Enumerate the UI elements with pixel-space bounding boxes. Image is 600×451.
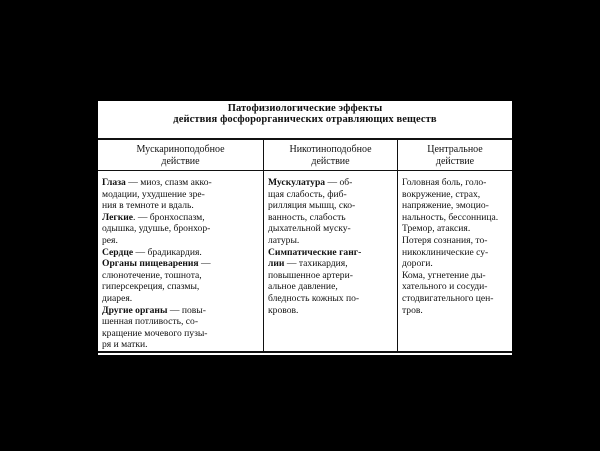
effect-text: рея. [102,234,118,246]
effect-text: стодвигательного цен- [402,292,494,304]
effect-heading: Другие органы [102,304,168,316]
cell-text-line [402,281,509,293]
table-title-line-1: Патофизиологические эффекты [227,103,383,114]
cell-text-line [268,212,394,224]
effect-text: Потеря сознания, то- [402,234,488,246]
cell-text-line [402,247,509,259]
effect-text: . — бронхоспазм, [133,211,205,223]
cell-text-line [102,177,260,189]
cell-text-line [102,281,260,293]
cell-text-line [102,258,260,270]
effect-text: Тремор, атаксия. [402,223,471,235]
effect-text: шенная потливость, со- [102,316,199,328]
effect-text: рилляция мышц, ско- [268,200,356,212]
cell-text-line [268,189,394,201]
effect-text: нальность, бессонница. [402,211,499,223]
effect-text: — об- [325,177,353,188]
effect-text: диарея. [102,292,133,304]
cell-text-line [102,223,260,235]
column-header-line: действие [311,155,350,167]
effect-text: бледность кожных по- [268,292,360,304]
cell-text-line [402,270,509,282]
cell-text-line [268,258,394,270]
effect-text: модации, ухудшение зре- [102,188,205,200]
effect-text: кращение мочевого пузы- [102,327,208,339]
cell-text-line [102,270,260,282]
effect-text: Кома, угнетение ды- [402,269,486,281]
cell-text-line [402,177,509,189]
effect-heading: Мускулатура [268,177,326,188]
effect-text: Головная боль, голо- [402,177,487,188]
cell-text-line [268,200,394,212]
cell-text-line [102,339,260,351]
column-body-muscarinic [102,177,260,351]
effect-heading: лии [268,258,285,270]
cell-text-line [102,328,260,340]
column-nicotinic [264,140,398,351]
document-page [98,101,512,355]
effect-text: тров. [402,304,423,316]
cell-text-line [268,305,394,317]
effect-text: ванность, слабость [268,211,346,223]
effect-text: — повы- [167,304,206,316]
cell-text-line [268,223,394,235]
column-body-nicotinic [268,177,394,316]
effect-text: щая слабость, фиб- [268,188,347,200]
effect-text: гиперсекреция, спазмы, [102,281,200,293]
column-header-nicotinic [264,140,397,171]
table-title-line-2: действия фосфорорганических отравляющих веществ [173,114,437,125]
effect-text: напряжение, эмоцио- [402,200,489,212]
effect-heading: Легкие [102,211,134,223]
column-central [398,140,512,351]
effect-text: никоклинические су- [402,246,489,258]
effects-table [98,138,512,353]
column-header-line: действие [435,155,475,167]
effect-heading: Глаза [102,177,126,188]
cell-text-line [102,212,260,224]
effect-text: ря и матки. [102,339,148,351]
column-header-line: Мускариноподобное [136,144,225,155]
cell-text-line [102,316,260,328]
cell-text-line [268,281,394,293]
effect-text: слюнотечение, тошнота, [102,269,202,281]
cell-text-line [268,235,394,247]
column-muscarinic [98,140,264,351]
column-header-central [398,140,512,171]
effect-text: одышка, удушье, бронхор- [102,223,211,235]
cell-text-line [268,270,394,282]
cell-text-line [402,189,509,201]
effect-text: дороги. [402,258,433,270]
cell-text-line [402,212,509,224]
cell-text-line [402,200,509,212]
cell-text-line [268,177,394,189]
effect-heading: Симпатические ганг- [268,246,362,258]
cell-text-line [402,293,509,305]
column-body-central [402,177,509,316]
column-header-line: Центральное [427,144,483,155]
cell-text-line [102,189,260,201]
effect-text: кровов. [268,304,299,316]
cell-text-line [268,247,394,259]
cell-text-line [102,235,260,247]
cell-text-line [402,305,509,317]
cell-text-line [402,235,509,247]
effect-text: — брадикардия. [133,246,202,258]
cell-text-line [268,293,394,305]
column-header-line: Никотиноподобное [289,144,372,155]
effect-text: латуры. [268,234,300,246]
cell-text-line [402,223,509,235]
effect-text: ния в темноте и вдаль. [102,200,194,212]
effect-text: альное давление, [268,281,338,293]
cell-text-line [102,200,260,212]
effect-text: — миоз, спазм акко- [125,177,212,188]
effect-text: хательного и сосуди- [402,281,488,293]
cell-text-line [102,305,260,317]
table-title [98,103,512,125]
effect-text: дыхательной муску- [268,223,351,235]
effect-text: вокружение, страх, [402,188,481,200]
cell-text-line [402,258,509,270]
cell-text-line [102,247,260,259]
column-header-line: действие [161,155,200,167]
effect-text: — тахикардия, [284,258,348,270]
effect-heading: Сердце [102,246,134,258]
effect-heading: Органы пищеварения [102,258,199,270]
column-header-muscarinic [98,140,263,171]
effect-text: повышенное артери- [268,269,353,281]
cell-text-line [102,293,260,305]
effect-text: — [198,258,211,270]
